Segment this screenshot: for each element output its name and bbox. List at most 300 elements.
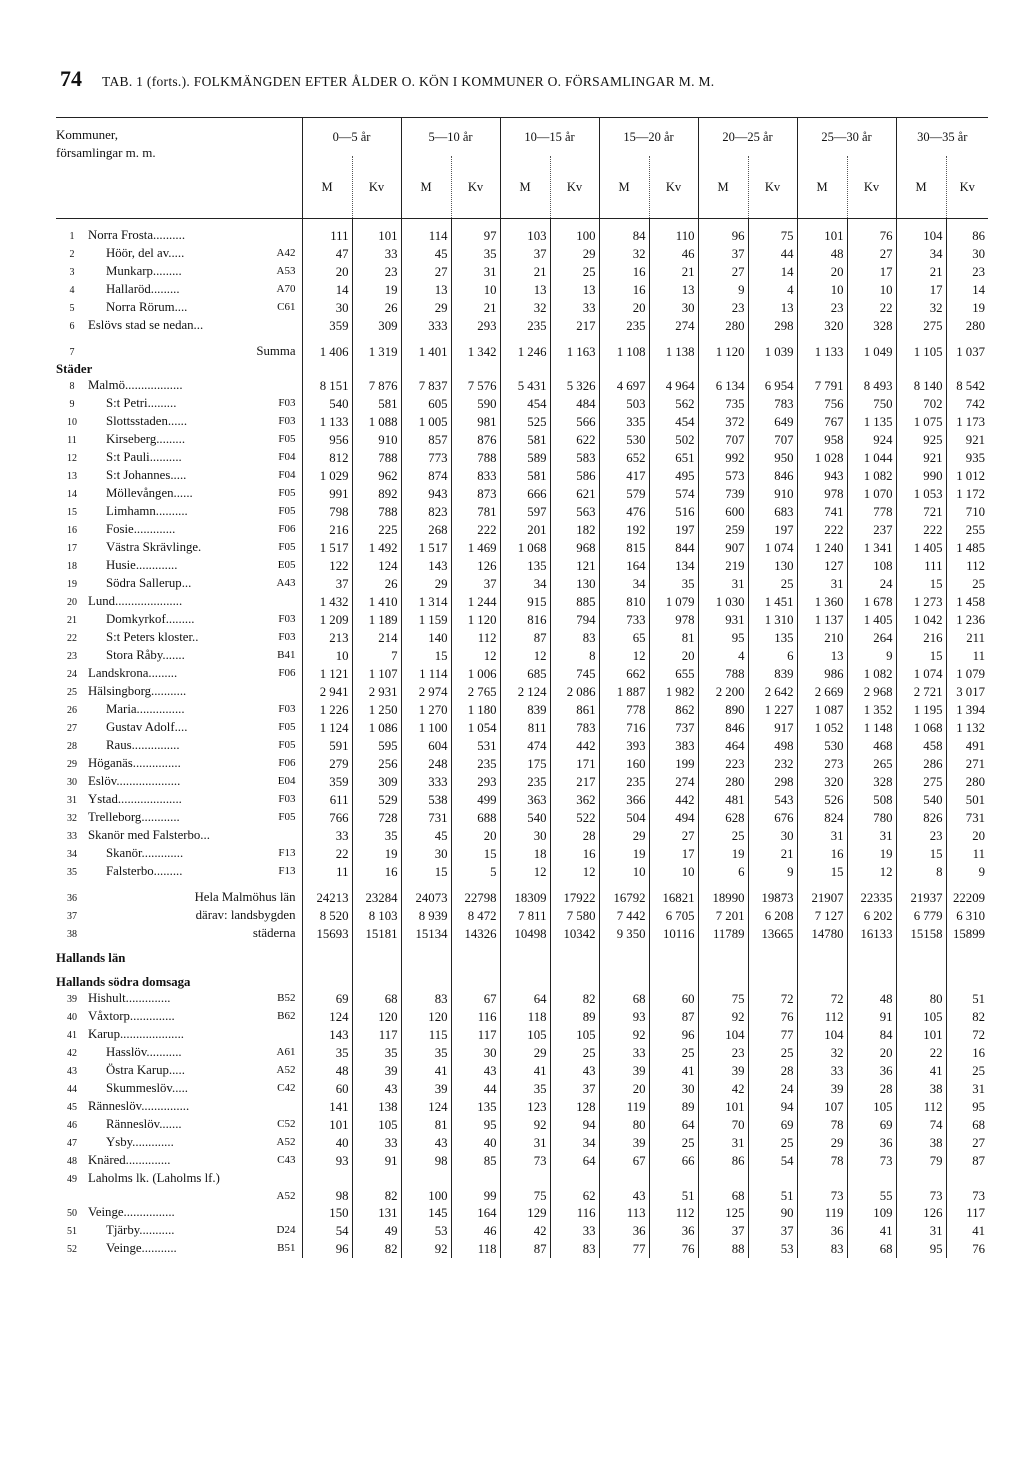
value-men: 22 <box>896 1044 946 1062</box>
value-women: 51 <box>649 1188 698 1204</box>
value-men: 9 350 <box>599 925 649 943</box>
value-women: 1 039 <box>748 343 797 361</box>
value-men: 101 <box>698 1098 748 1116</box>
parish-code: E05 <box>277 559 296 571</box>
value-men: 275 <box>896 773 946 791</box>
parish-code: A42 <box>276 247 296 259</box>
value-women: 30 <box>649 1080 698 1098</box>
row-label-cell <box>56 1188 302 1204</box>
spacer-cell <box>649 219 698 228</box>
value-women: 19 <box>946 299 988 317</box>
value-women: 885 <box>550 593 599 611</box>
value-women: 14326 <box>451 925 500 943</box>
value-men: 105 <box>500 1026 550 1044</box>
value-men: 48 <box>797 245 847 263</box>
value-women: 232 <box>748 755 797 773</box>
value-women: 83 <box>550 1240 599 1258</box>
value-women: 27 <box>946 1134 988 1152</box>
spacer-cell <box>599 881 649 889</box>
value-women: 19 <box>352 281 401 299</box>
value-men: 6 134 <box>698 377 748 395</box>
value-women: 581 <box>352 395 401 413</box>
parish-code: A53 <box>276 265 296 277</box>
value-women: 31 <box>451 263 500 281</box>
value-women: 13 <box>550 281 599 299</box>
place-name: S:t Johannes..... <box>106 468 187 482</box>
value-women: 737 <box>649 719 698 737</box>
value-men: 1 159 <box>401 611 451 629</box>
value-women: 91 <box>847 1008 896 1026</box>
parish-code: C42 <box>277 1082 296 1094</box>
value-women: 1 086 <box>352 719 401 737</box>
value-men: 846 <box>698 719 748 737</box>
value-men: 74 <box>896 1116 946 1134</box>
value-men: 223 <box>698 755 748 773</box>
empty-cell <box>500 361 550 377</box>
value-women: 531 <box>451 737 500 755</box>
value-women: 94 <box>550 1116 599 1134</box>
value-women: 90 <box>748 1204 797 1222</box>
value-men: 118 <box>500 1008 550 1026</box>
value-men: 2 669 <box>797 683 847 701</box>
value-women: 105 <box>352 1116 401 1134</box>
value-men: 815 <box>599 539 649 557</box>
empty-cell <box>649 361 698 377</box>
value-women: 85 <box>451 1152 500 1170</box>
value-men: 811 <box>500 719 550 737</box>
value-men: 931 <box>698 611 748 629</box>
value-women: 28 <box>550 827 599 845</box>
value-women: 131 <box>352 1204 401 1222</box>
row-label-cell <box>56 863 302 881</box>
value-women: 1 410 <box>352 593 401 611</box>
value-women: 25 <box>748 1044 797 1062</box>
place-name: Hälsingborg........... <box>88 684 187 698</box>
value-women: 46 <box>451 1222 500 1240</box>
value-women: 950 <box>748 449 797 467</box>
value-men: 86 <box>698 1152 748 1170</box>
value-men: 16 <box>599 263 649 281</box>
value-men: 481 <box>698 791 748 809</box>
parish-code: D24 <box>276 1224 296 1236</box>
value-women: 68 <box>946 1116 988 1134</box>
value-men: 21 <box>500 263 550 281</box>
value-women: 20 <box>649 647 698 665</box>
value-men: 39 <box>698 1062 748 1080</box>
value-men: 120 <box>401 1008 451 1026</box>
value-women: 95 <box>451 1116 500 1134</box>
value-men: 943 <box>401 485 451 503</box>
place-name: Ystad.................... <box>88 792 182 806</box>
value-women: 13 <box>649 281 698 299</box>
value-women: 2 086 <box>550 683 599 701</box>
value-women: 31 <box>847 827 896 845</box>
value-women: 2 642 <box>748 683 797 701</box>
value-women: 1 012 <box>946 467 988 485</box>
value-women: 19 <box>352 845 401 863</box>
value-women: 255 <box>946 521 988 539</box>
value-men: 70 <box>698 1116 748 1134</box>
value-women: 33 <box>352 1134 401 1152</box>
value-men: 1 137 <box>797 611 847 629</box>
value-men: 268 <box>401 521 451 539</box>
spacer-cell <box>352 881 401 889</box>
row-label-cell <box>56 845 302 863</box>
table-row <box>56 431 988 449</box>
value-women: 1 079 <box>649 593 698 611</box>
value-men: 540 <box>302 395 352 413</box>
value-men: 37 <box>698 245 748 263</box>
value-women: 917 <box>748 719 797 737</box>
value-men: 31 <box>698 1134 748 1152</box>
value-women: 82 <box>352 1240 401 1258</box>
value-women: 583 <box>550 449 599 467</box>
value-men: 1 053 <box>896 485 946 503</box>
row-label-cell <box>56 521 302 539</box>
value-men: 111 <box>302 227 352 245</box>
line-number: 11 <box>67 435 77 446</box>
value-women: 35 <box>352 827 401 845</box>
line-number: 47 <box>67 1138 77 1149</box>
age-group-header: 20—25 år <box>698 118 797 157</box>
value-women: 67 <box>451 990 500 1008</box>
value-men: 1 068 <box>896 719 946 737</box>
empty-cell <box>401 943 451 974</box>
value-women: 1 227 <box>748 701 797 719</box>
spacer-cell <box>847 881 896 889</box>
line-number: 23 <box>67 651 77 662</box>
line-number: 28 <box>67 741 77 752</box>
value-men: 15 <box>896 647 946 665</box>
value-women: 35 <box>451 245 500 263</box>
value-men: 1 029 <box>302 467 352 485</box>
value-women: 87 <box>649 1008 698 1026</box>
value-women: 86 <box>946 227 988 245</box>
parish-code: B41 <box>277 649 296 661</box>
value-women: 1 135 <box>847 413 896 431</box>
value-men: 34 <box>896 245 946 263</box>
table-row <box>56 449 988 467</box>
value-men: 1 068 <box>500 539 550 557</box>
value-men: 125 <box>698 1204 748 1222</box>
row-label-cell <box>56 593 302 611</box>
empty-cell <box>847 361 896 377</box>
value-women: 498 <box>748 737 797 755</box>
value-men: 119 <box>797 1204 847 1222</box>
value-women: 112 <box>649 1204 698 1222</box>
value-men: 652 <box>599 449 649 467</box>
value-women: 1 405 <box>847 611 896 629</box>
value-men: 122 <box>302 557 352 575</box>
row-label-cell <box>56 1170 302 1188</box>
spacer-cell <box>698 335 748 343</box>
value-men: 2 974 <box>401 683 451 701</box>
value-men: 6 <box>698 863 748 881</box>
row-label-cell <box>56 413 302 431</box>
parish-code: A70 <box>276 283 296 295</box>
value-men: 20 <box>302 263 352 281</box>
place-name: Hallaröd......... <box>106 282 180 296</box>
value-men: 579 <box>599 485 649 503</box>
value-women: 12 <box>550 863 599 881</box>
row-label-cell <box>56 557 302 575</box>
place-name: S:t Pauli.......... <box>106 450 182 464</box>
value-men: 8 939 <box>401 907 451 925</box>
value-men: 716 <box>599 719 649 737</box>
row-label-cell <box>56 1152 302 1170</box>
spacer-cell <box>649 881 698 889</box>
line-number: 49 <box>67 1174 77 1185</box>
line-number: 17 <box>67 543 77 554</box>
row-label-cell <box>56 1062 302 1080</box>
value-women: 8 103 <box>352 907 401 925</box>
value-men: 591 <box>302 737 352 755</box>
table-row <box>56 629 988 647</box>
value-men: 35 <box>302 1044 352 1062</box>
row-label-cell <box>56 827 302 845</box>
value-women: 214 <box>352 629 401 647</box>
line-number: 26 <box>67 705 77 716</box>
place-name: Hishult.............. <box>88 991 171 1005</box>
value-women: 5 326 <box>550 377 599 395</box>
value-men: 600 <box>698 503 748 521</box>
value-men: 8 <box>896 863 946 881</box>
value-men: 164 <box>599 557 649 575</box>
value-men: 1 133 <box>302 413 352 431</box>
value-men: 15 <box>401 647 451 665</box>
value-men: 2 124 <box>500 683 550 701</box>
place-name: Eslöv.................... <box>88 774 181 788</box>
value-men: 75 <box>500 1188 550 1204</box>
parish-code: B51 <box>277 1242 296 1254</box>
value-men: 320 <box>797 317 847 335</box>
sub-header-kv: Kv <box>748 156 797 219</box>
value-women: 5 <box>451 863 500 881</box>
spacer-cell <box>451 881 500 889</box>
place-name: Laholms lk. (Laholms lf.) <box>88 1171 220 1185</box>
empty-cell <box>847 974 896 990</box>
table-row <box>56 521 988 539</box>
value-men: 826 <box>896 809 946 827</box>
place-name: Limhamn.......... <box>106 504 188 518</box>
value-women: 84 <box>847 1026 896 1044</box>
value-men: 42 <box>698 1080 748 1098</box>
value-men: 18309 <box>500 889 550 907</box>
table-row <box>56 343 988 361</box>
sub-header-kv: Kv <box>550 156 599 219</box>
value-men: 93 <box>302 1152 352 1170</box>
value-men: 101 <box>797 227 847 245</box>
value-women: 21 <box>748 845 797 863</box>
value-men: 335 <box>599 413 649 431</box>
spacer-cell <box>500 881 550 889</box>
value-men: 104 <box>896 227 946 245</box>
value-women: 110 <box>649 227 698 245</box>
value-women: 8 <box>550 647 599 665</box>
value-men: 160 <box>599 755 649 773</box>
value-women: 1 172 <box>946 485 988 503</box>
table-row <box>56 575 988 593</box>
value-women: 981 <box>451 413 500 431</box>
place-name: Västra Skrävlinge. <box>106 540 202 554</box>
spacer-cell <box>550 881 599 889</box>
empty-cell <box>401 974 451 990</box>
value-women: 43 <box>451 1062 500 1080</box>
table-row <box>56 990 988 1008</box>
value-women: 17 <box>847 263 896 281</box>
spacer-cell <box>401 335 451 343</box>
value-women: 12 <box>847 863 896 881</box>
value-women: 130 <box>550 575 599 593</box>
table-row <box>56 1170 988 1188</box>
value-women: 44 <box>451 1080 500 1098</box>
value-men: 628 <box>698 809 748 827</box>
value-women: 328 <box>847 317 896 335</box>
value-women: 10 <box>847 281 896 299</box>
value-men: 29 <box>500 1044 550 1062</box>
parish-code: F06 <box>278 523 296 535</box>
value-women: 707 <box>748 431 797 449</box>
value-women: 31 <box>946 1080 988 1098</box>
row-label-cell <box>56 485 302 503</box>
value-women: 130 <box>748 557 797 575</box>
row-label-cell <box>56 1026 302 1044</box>
value-men: 839 <box>500 701 550 719</box>
value-men: 921 <box>896 449 946 467</box>
sub-header-kv: Kv <box>451 156 500 219</box>
parish-code: C43 <box>277 1154 296 1166</box>
parish-code: F03 <box>278 415 296 427</box>
empty-cell <box>599 974 649 990</box>
value-men: 1 005 <box>401 413 451 431</box>
value-women: 1 074 <box>748 539 797 557</box>
value-women: 1 189 <box>352 611 401 629</box>
value-women: 89 <box>550 1008 599 1026</box>
row-label-cell <box>56 943 302 974</box>
value-men: 145 <box>401 1204 451 1222</box>
value-men: 767 <box>797 413 847 431</box>
value-men: 11 <box>302 863 352 881</box>
value-men: 93 <box>599 1008 649 1026</box>
table-row <box>56 413 988 431</box>
value-women: 1 148 <box>847 719 896 737</box>
value-women: 25 <box>550 1044 599 1062</box>
value-women: 11 <box>946 647 988 665</box>
value-men: 956 <box>302 431 352 449</box>
row-header-line1: Kommuner, <box>56 127 118 142</box>
value-women: 112 <box>946 557 988 575</box>
value-men: 1 406 <box>302 343 352 361</box>
spacer-cell <box>550 219 599 228</box>
value-men: 13 <box>500 281 550 299</box>
value-women: 1 044 <box>847 449 896 467</box>
value-women: 1 070 <box>847 485 896 503</box>
value-men: 810 <box>599 593 649 611</box>
value-women: 7 580 <box>550 907 599 925</box>
value-men: 1 114 <box>401 665 451 683</box>
value-women: 39 <box>352 1062 401 1080</box>
place-name: Norra Rörum.... <box>106 300 188 314</box>
empty-cell <box>797 361 847 377</box>
table-row <box>56 377 988 395</box>
row-label-cell <box>56 1044 302 1062</box>
value-women: 501 <box>946 791 988 809</box>
value-men: 98 <box>302 1188 352 1204</box>
table-row <box>56 1116 988 1134</box>
section-title: Hallands län <box>56 951 126 965</box>
value-men: 135 <box>500 557 550 575</box>
table-row <box>56 1188 988 1204</box>
row-label-cell <box>56 1222 302 1240</box>
value-women: 543 <box>748 791 797 809</box>
table-row <box>56 281 988 299</box>
parish-code: F03 <box>278 793 296 805</box>
value-men: 39 <box>797 1080 847 1098</box>
value-women: 839 <box>748 665 797 683</box>
table-row <box>56 863 988 881</box>
value-women: 745 <box>550 665 599 683</box>
value-women: 37 <box>451 575 500 593</box>
value-women: 60 <box>649 990 698 1008</box>
value-men: 14780 <box>797 925 847 943</box>
value-men: 978 <box>797 485 847 503</box>
value-men: 80 <box>599 1116 649 1134</box>
value-men: 1 240 <box>797 539 847 557</box>
value-men: 666 <box>500 485 550 503</box>
line-number: 3 <box>69 267 75 278</box>
place-name: Södra Sallerup... <box>106 576 192 590</box>
value-women: 164 <box>451 1204 500 1222</box>
value-women: 274 <box>649 317 698 335</box>
value-women: 48 <box>847 990 896 1008</box>
parish-code: F13 <box>278 865 296 877</box>
value-men: 597 <box>500 503 550 521</box>
value-women: 95 <box>946 1098 988 1116</box>
table-row <box>56 907 988 925</box>
value-men: 34 <box>599 575 649 593</box>
value-women: 728 <box>352 809 401 827</box>
place-name: Kirseberg......... <box>106 432 186 446</box>
value-women: 710 <box>946 503 988 521</box>
value-women: 3 017 <box>946 683 988 701</box>
value-men: 45 <box>401 245 451 263</box>
value-women: 16 <box>946 1044 988 1062</box>
value-men: 733 <box>599 611 649 629</box>
value-men: 504 <box>599 809 649 827</box>
empty-cell <box>302 361 352 377</box>
table-row <box>56 1008 988 1026</box>
value-men: 824 <box>797 809 847 827</box>
age-group-header: 25—30 år <box>797 118 896 157</box>
row-label-cell <box>56 1080 302 1098</box>
value-women: 82 <box>550 990 599 1008</box>
value-women: 105 <box>847 1098 896 1116</box>
value-men: 87 <box>500 629 550 647</box>
value-women: 1 088 <box>352 413 401 431</box>
value-women: 1 138 <box>649 343 698 361</box>
place-name: Slottsstaden...... <box>106 414 188 428</box>
value-men: 1 030 <box>698 593 748 611</box>
value-women: 19 <box>847 845 896 863</box>
value-women: 19873 <box>748 889 797 907</box>
value-women: 1 319 <box>352 343 401 361</box>
value-women: 25 <box>748 575 797 593</box>
spacer-cell <box>748 219 797 228</box>
value-women: 4 964 <box>649 377 698 395</box>
value-men: 80 <box>896 990 946 1008</box>
value-women: 100 <box>550 227 599 245</box>
value-men: 29 <box>797 1134 847 1152</box>
